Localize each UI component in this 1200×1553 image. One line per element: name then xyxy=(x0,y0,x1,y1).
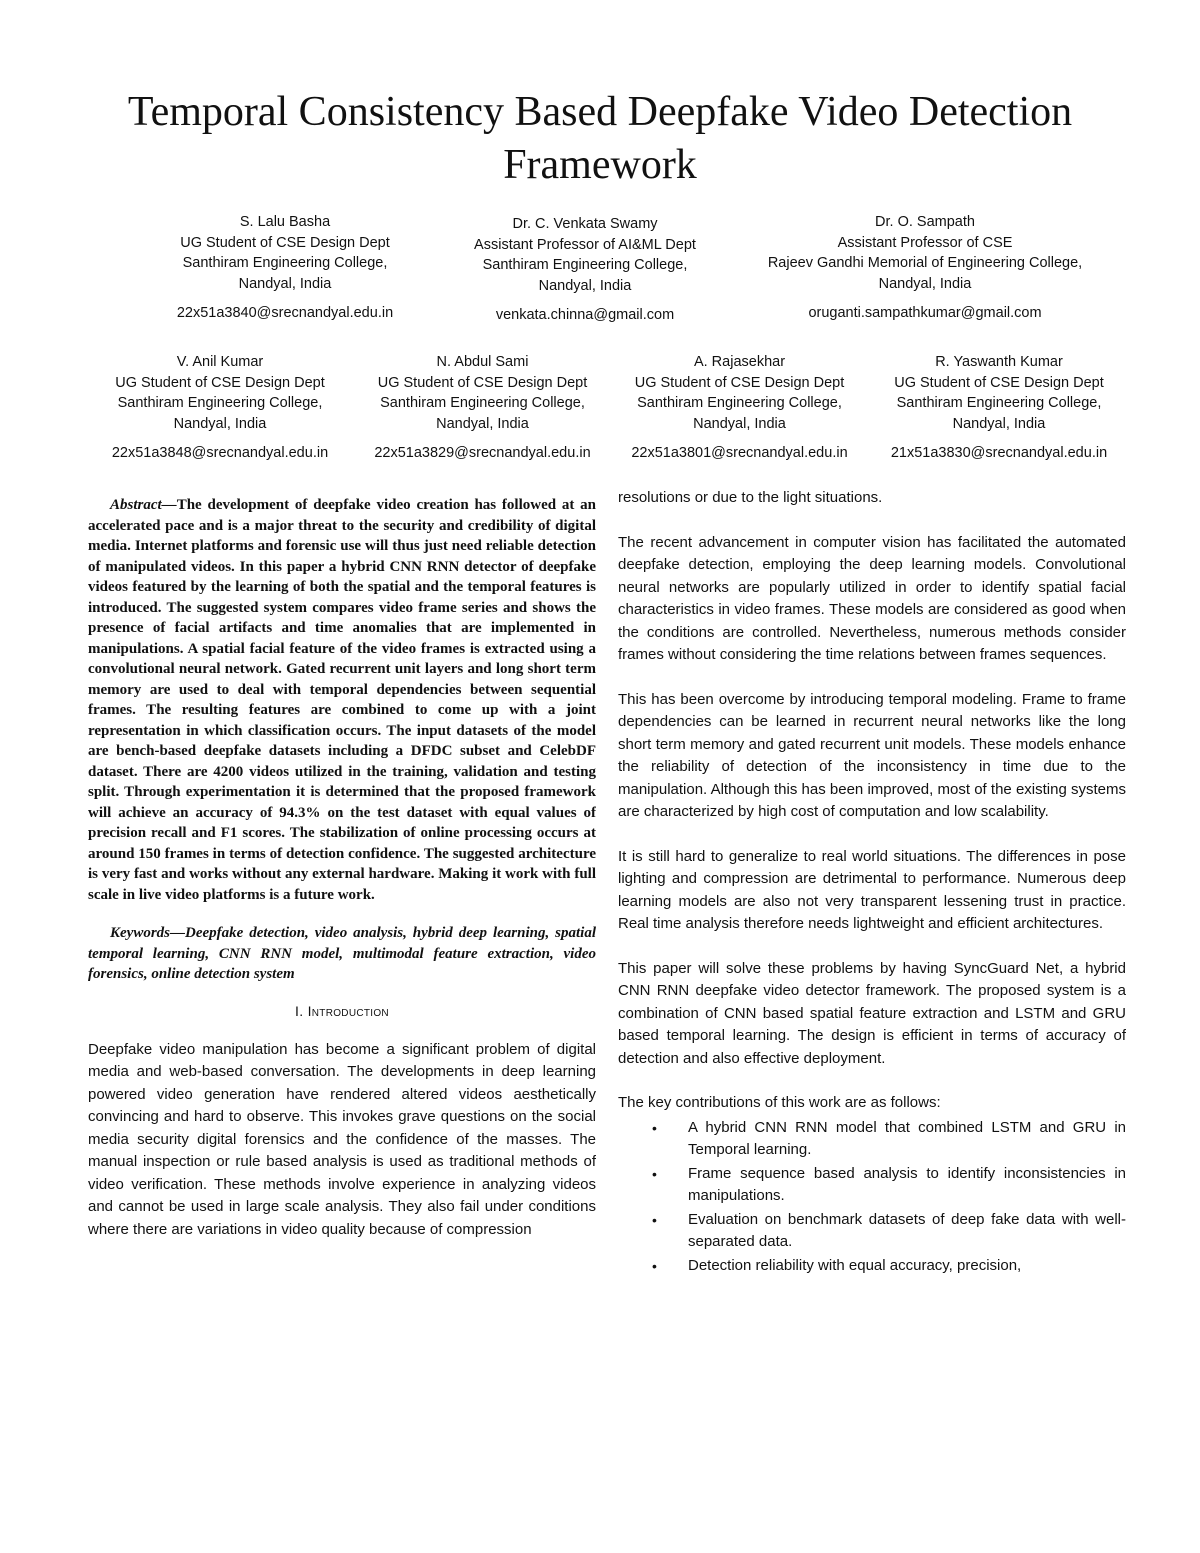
body-paragraph: resolutions or due to the light situations. xyxy=(618,489,883,506)
author-affiliation: UG Student of CSE Design Dept xyxy=(894,374,1104,391)
author-block xyxy=(612,352,867,464)
author-email: 22x51a3840@srecnandyal.edu.in xyxy=(176,305,394,321)
abstract xyxy=(88,495,596,905)
author-name: Dr. O. Sampath xyxy=(875,214,975,230)
author-email: 22x51a3829@srecnandyal.edu.in xyxy=(374,445,591,461)
keywords-text: Deepfake detection, video analysis, hybrid deep learning, spatial temporal learning, CNN RNN model, multimodal feature extraction, video forensics, online detection system xyxy=(88,925,596,982)
paper-title: Temporal Consistency Based Deepfake Video Detection Framework xyxy=(127,89,1073,188)
author-institution: Rajeev Gandhi Memorial of Engineering College, xyxy=(767,255,1083,271)
author-location: Nandyal, India xyxy=(238,275,332,292)
list-item-text: Detection reliability with equal accuracy, precision, xyxy=(688,1256,1022,1274)
left-column xyxy=(88,495,596,1495)
author-affiliation: UG Student of CSE Design Dept xyxy=(115,374,325,391)
author-institution: Santhiram Engineering College, xyxy=(117,395,323,411)
author-name: Dr. C. Venkata Swamy xyxy=(512,216,658,232)
intro-paragraph: Deepfake video manipulation has become a significant problem of digital media and web-based conversation. The developments in deep learning powered video generation have rendered altered videos aesthetically convincing and hard to observe. This invokes grave questions on the social media security digital forensics and the confidence of the masses. The manual inspection or rule based analysis is used as traditional methods of video verification. These methods involve experience in analyzing videos and cannot be used in large scale analysis. They also fail under conditions where there are variations in video quality because of compression xyxy=(88,1040,596,1238)
body-paragraph: This has been overcome by introducing temporal modeling. Frame to frame dependencies can be learned in recurrent neural networks like the long short term memory and gated recurrent unit models. These models enhance the reliability of detection of the inconsistency in time due to the manipulation. Although this has been improved, most of the existing systems are characterized by high cost of computation and low scalability. xyxy=(618,690,1126,820)
author-location: Nandyal, India xyxy=(952,415,1046,432)
bullet-icon: • xyxy=(652,1165,657,1182)
keywords-label: Keywords— xyxy=(110,925,185,941)
body-paragraph: This paper will solve these problems by having SyncGuard Net, a hybrid CNN RNN deepfake video detector framework. The proposed system is a combination of CNN based spatial feature extraction and LSTM and GRU based temporal learning. The design is efficient in terms of accuracy of detection and also effective deployment. xyxy=(618,959,1126,1067)
author-location: Nandyal, India xyxy=(693,415,786,432)
bullet-icon: • xyxy=(652,1119,657,1136)
list-item xyxy=(618,1255,1126,1278)
author-institution: Santhiram Engineering College, xyxy=(380,395,585,411)
bullet-icon: • xyxy=(652,1257,657,1274)
author-affiliation: Assistant Professor of AI&ML Dept xyxy=(474,236,696,253)
author-institution: Santhiram Engineering College, xyxy=(482,257,688,273)
author-affiliation: UG Student of CSE Design Dept xyxy=(634,374,845,391)
author-email: venkata.chinna@gmail.com xyxy=(495,307,675,323)
author-email: 22x51a3848@srecnandyal.edu.in xyxy=(111,445,329,461)
body-paragraph: It is still hard to generalize to real world situations. The differences in pose lighting and compression are detrimental to performance. Numerous deep learning models are also not very transparent lessening trust in practice. Real time analysis therefore needs lightweight and efficient architectures. xyxy=(618,847,1126,932)
list-item-text: Frame sequence based analysis to identify inconsistencies in manipulations. xyxy=(688,1164,1126,1204)
keywords xyxy=(88,923,596,985)
abstract-text: The development of deepfake video creation has followed at an accelerated pace and is a major threat to the security and credibility of digital media. Internet platforms and forensic use will thus just need reliable detection of manipulated videos. In this paper a hybrid CNN RNN detector of deepfake videos featured by the learning of both the spatial and the temporal features is introduced. The suggested system compares video frame series and shows the presence of facial artifacts and time anomalies that are implemented in manipulations. A spatial facial feature of the video frames is extracted using a convolutional neural network. Gated recurrent unit layers and long short term memory are used to deal with temporal dependencies between sequential frames. The resulting features are combined to come up with a joint representation in which classification occurs. The input datasets of the model are bench-based deepfake datasets including a DFDC subset and CelebDF dataset. There are 4200 videos utilized in the training, validation and testing split. Through experimentation it is determined that the proposed framework will achieve an accuracy of 94.3% on the test dataset with equal values of precision recall and F1 scores. The stabilization of online processing occurs at around 150 frames in terms of detection confidence. The suggested architecture is very fast and works without any external hardware. Making it work with full scale in live video platforms is a future work. xyxy=(88,497,596,903)
author-email: oruganti.sampathkumar@gmail.com xyxy=(808,305,1042,321)
author-location: Nandyal, India xyxy=(173,415,267,432)
author-name: N. Abdul Sami xyxy=(436,354,529,370)
section-heading-introduction: I. Introduction xyxy=(295,1002,389,1019)
author-location: Nandyal, India xyxy=(878,275,972,292)
author-affiliation: UG Student of CSE Design Dept xyxy=(180,234,390,251)
abstract-label: Abstract— xyxy=(110,497,177,513)
body-paragraph: The recent advancement in computer vision has facilitated the automated deepfake detection, employing the deep learning models. Convolutional neural networks are popularly utilized in order to identify spatial facial characteristics in video frames. These models are considered as good when the conditions are controlled. Nevertheless, numerous methods consider frames without considering the time relations between frames sequences. xyxy=(618,533,1126,663)
list-item-text: A hybrid CNN RNN model that combined LSTM and GRU in Temporal learning. xyxy=(688,1118,1126,1158)
author-location: Nandyal, India xyxy=(436,415,529,432)
author-block xyxy=(870,352,1128,464)
author-name: R. Yaswanth Kumar xyxy=(935,354,1063,370)
author-institution: Santhiram Engineering College, xyxy=(182,255,388,271)
author-location: Nandyal, India xyxy=(538,277,632,294)
author-block xyxy=(355,352,610,464)
list-item xyxy=(618,1117,1126,1162)
bullet-icon: • xyxy=(652,1211,657,1228)
contributions-list xyxy=(618,1117,1126,1278)
author-affiliation: Assistant Professor of CSE xyxy=(837,234,1013,251)
author-affiliation: UG Student of CSE Design Dept xyxy=(377,374,588,391)
list-item xyxy=(618,1163,1126,1208)
author-email: 22x51a3801@srecnandyal.edu.in xyxy=(631,445,848,461)
author-institution: Santhiram Engineering College, xyxy=(896,395,1102,411)
right-column xyxy=(618,487,1126,1487)
author-block xyxy=(725,212,1125,324)
author-email: 21x51a3830@srecnandyal.edu.in xyxy=(890,445,1108,461)
list-item-text: Evaluation on benchmark datasets of deep fake data with well-separated data. xyxy=(688,1210,1126,1250)
author-name: V. Anil Kumar xyxy=(176,354,264,370)
author-institution: Santhiram Engineering College, xyxy=(637,395,842,411)
author-name: A. Rajasekhar xyxy=(693,354,786,370)
author-block xyxy=(400,214,770,326)
author-block xyxy=(95,352,345,464)
contributions-intro: The key contributions of this work are as follows: xyxy=(618,1094,941,1111)
author-name: S. Lalu Basha xyxy=(239,214,331,230)
list-item xyxy=(618,1209,1126,1254)
